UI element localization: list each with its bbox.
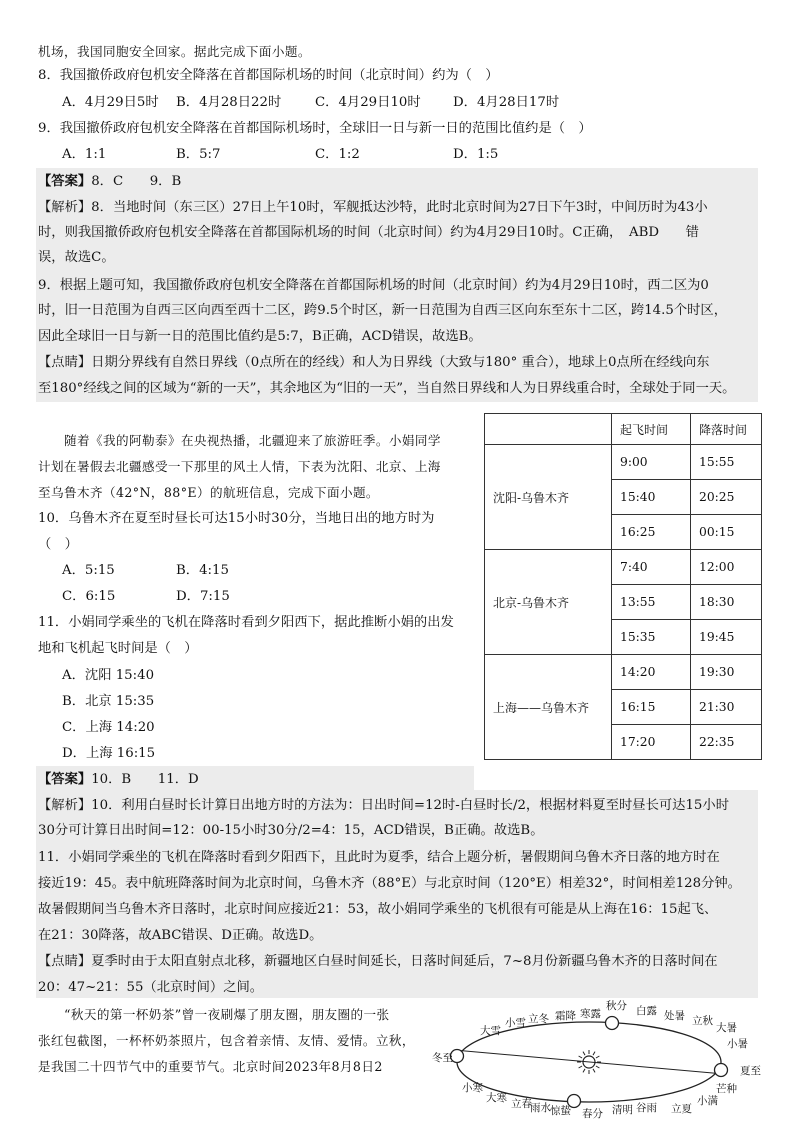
analysis-2-line: 【解析】10．利用白昼时长计算日出地方时的方法为：日出时间=12时-白昼时长/2，根据材料夏至时昼长可达15小时 <box>38 798 729 813</box>
q11-option-a[interactable]: A．沈阳 15:40 <box>62 668 155 683</box>
answer-label: 【答案】 <box>38 772 92 787</box>
table-header-row <box>485 414 762 445</box>
solar-term-label: 处暑 <box>664 1010 685 1022</box>
sun-ray <box>583 1069 585 1072</box>
solar-term-label: 清明 <box>612 1104 633 1116</box>
sun-ray <box>579 1066 582 1068</box>
depart-time: 15:40 <box>612 480 691 515</box>
depart-time: 9:00 <box>612 445 691 480</box>
solar-term-label: 小雪 <box>505 1017 526 1029</box>
table-header-cell <box>485 414 612 445</box>
solar-term-label: 立秋 <box>692 1015 713 1027</box>
solar-term-label: 雨水 <box>530 1102 551 1114</box>
q11-option-c[interactable]: C．上海 14:20 <box>62 720 155 735</box>
arrive-time: 12:00 <box>691 550 762 585</box>
earth-summer-solstice-icon <box>715 1064 728 1077</box>
solar-term-label: 立冬 <box>528 1013 549 1025</box>
q9-option-a[interactable]: A．1:1 <box>62 147 107 162</box>
material-3-line: 张红包截图，一杯杯奶茶照片，包含着亲情、友情、爱情。立秋， <box>38 1033 415 1048</box>
arrive-time: 00:15 <box>691 515 762 550</box>
q8-option-c[interactable]: C．4月29日10时 <box>315 95 421 110</box>
arrive-time: 22:35 <box>691 725 762 760</box>
q9-option-b[interactable]: B．5:7 <box>176 147 221 162</box>
sun-ray <box>596 1066 599 1068</box>
material-3-line: “秋天的第一杯奶茶”曾一夜刷爆了朋友圈，朋友圈的一张 <box>64 1007 390 1022</box>
analysis-1-line: 9．根据上题可知，我国撤侨政府包机安全降落在首都国际机场的时间（北京时间）约为4月29日10时，西二区为0 <box>38 278 709 293</box>
depart-time: 15:35 <box>612 620 691 655</box>
q10-option-c[interactable]: C．6:15 <box>62 589 116 604</box>
arrive-time: 18:30 <box>691 585 762 620</box>
table-row <box>485 655 762 690</box>
solar-terms-orbit-diagram <box>424 998 764 1120</box>
analysis-2-line: 11．小娟同学乘坐的飞机在降落时看到夕阳西下，且此时为夏季，结合上题分析，暑假期间乌鲁木齐日落的地方时在 <box>38 850 720 865</box>
sun-ray <box>593 1052 595 1055</box>
table-row <box>485 550 762 585</box>
q10-option-d[interactable]: D．7:15 <box>176 589 230 604</box>
route-name: 上海——乌鲁木齐 <box>485 655 612 760</box>
intro-tail: 机场，我国同胞安全回家。据此完成下面小题。 <box>38 44 311 59</box>
table-header-cell: 起飞时间 <box>612 414 691 445</box>
solar-term-label: 谷雨 <box>636 1102 657 1114</box>
analysis-2-line: 接近19：45。表中航班降落时间为北京时间，乌鲁木齐（88°E）与北京时间（120°E）相差32°，时间相差128分钟。 <box>38 876 741 891</box>
material-2-line: 至乌鲁木齐（42°N，88°E）的航班信息，完成下面小题。 <box>38 485 379 500</box>
solar-term-label: 寒露 <box>580 1008 601 1020</box>
solar-term-label: 大雪 <box>480 1025 501 1037</box>
solar-term-label: 立春 <box>511 1098 532 1110</box>
material-2-line: 随着《我的阿勒泰》在央视热播，北疆迎来了旅游旺季。小娟同学 <box>64 433 441 448</box>
route-name: 北京-乌鲁木齐 <box>485 550 612 655</box>
solar-term-label: 小寒 <box>462 1082 483 1094</box>
depart-time: 17:20 <box>612 725 691 760</box>
answer-text: 10．B 11．D <box>91 772 199 787</box>
sun-ray <box>583 1052 585 1055</box>
arrive-time: 15:55 <box>691 445 762 480</box>
analysis-1-line: 因此全球旧一日与新一日的范围比值约是5:7，B正确，ACD错误，故选B。 <box>38 329 482 344</box>
analysis-1-line: 时，旧一日范围为自西三区向西至西十二区，跨9.5个时区，新一日范围为自西三区向东至东十二区，跨14.5个时区， <box>38 303 728 318</box>
material-3-line: 是我国二十四节气中的重要节气。北京时间2023年8月8日2 <box>38 1059 383 1074</box>
earth-autumn-equinox-icon <box>606 1017 619 1030</box>
depart-time: 13:55 <box>612 585 691 620</box>
material-2-line: 计划在暑假去北疆感受一下那里的风土人情，下表为沈阳、北京、上海 <box>38 459 441 474</box>
q8-option-d[interactable]: D．4月28日17时 <box>453 95 560 110</box>
table-row <box>485 445 762 480</box>
arrive-time: 19:30 <box>691 655 762 690</box>
q10-option-a[interactable]: A．5:15 <box>62 563 115 578</box>
solar-term-label: 春分 <box>582 1108 603 1120</box>
q11-option-d[interactable]: D．上海 16:15 <box>62 746 156 761</box>
depart-time: 16:15 <box>612 690 691 725</box>
arrive-time: 21:30 <box>691 690 762 725</box>
q11-stem-cont: 地和飞机起飞时间是（ ） <box>38 641 198 656</box>
solar-term-label: 大寒 <box>486 1092 507 1104</box>
solar-term-label: 霜降 <box>555 1010 576 1022</box>
solar-term-label: 秋分 <box>606 1000 627 1012</box>
solar-term-label: 小满 <box>697 1095 718 1107</box>
sun-ray <box>596 1056 599 1058</box>
route-name: 沈阳-乌鲁木齐 <box>485 445 612 550</box>
solar-term-label: 惊蛰 <box>550 1105 571 1117</box>
solar-term-label: 冬至 <box>432 1052 453 1064</box>
q8-option-b[interactable]: B．4月28日22时 <box>176 95 282 110</box>
analysis-1-line: 【解析】8．当地时间（东三区）27日上午10时，军舰抵达沙特，此时北京时间为27日下午3时，中间历时为43小 <box>38 200 708 215</box>
answer-text: 8．C 9．B <box>91 174 182 189</box>
q9-option-d[interactable]: D．1:5 <box>453 147 499 162</box>
answer-1 <box>38 173 181 191</box>
solar-term-label: 小暑 <box>727 1038 748 1050</box>
q10-stem-cont: （ ） <box>38 537 78 552</box>
sun-ray <box>579 1056 582 1058</box>
q8-option-a[interactable]: A．4月29日5时 <box>62 95 159 110</box>
answer-label: 【答案】 <box>38 174 92 189</box>
q8-stem: 8．我国撤侨政府包机安全降落在首都国际机场的时间（北京时间）约为（ ） <box>38 68 499 83</box>
depart-time: 7:40 <box>612 550 691 585</box>
solar-term-label: 白露 <box>636 1005 657 1017</box>
arrive-time: 19:45 <box>691 620 762 655</box>
flight-table <box>484 413 762 760</box>
analysis-1-line: 误，故选C。 <box>38 250 115 265</box>
solar-term-label: 立夏 <box>671 1103 692 1115</box>
tip-2-line: 20：47~21：55（北京时间）之间。 <box>38 980 264 995</box>
solar-term-label: 芒种 <box>716 1083 737 1095</box>
q10-stem: 10．乌鲁木齐在夏至时昼长可达15小时30分，当地日出的地方时为 <box>38 511 435 526</box>
tip-1-line: 【点睛】日期分界线有自然日界线（0点所在的经线）和人为日界线（大致与180° 重合），地球上0点所在经线向东 <box>38 355 710 370</box>
table-header-cell: 降落时间 <box>691 414 762 445</box>
tip-2-line: 【点睛】夏季时由于太阳直射点北移，新疆地区白昼时间延长，日落时间延后，7~8月份新疆乌鲁木齐的日落时间在 <box>38 954 718 969</box>
answer-2 <box>38 771 199 789</box>
analysis-2-line: 在21：30降落，故ABC错误、D正确。故选D。 <box>38 928 323 943</box>
q11-option-b[interactable]: B．北京 15:35 <box>62 694 155 709</box>
q9-stem: 9．我国撤侨政府包机安全降落在首都国际机场时，全球旧一日与新一日的范围比值约是（ ） <box>38 121 592 136</box>
sun-ray <box>593 1069 595 1072</box>
q9-option-c[interactable]: C．1:2 <box>315 147 360 162</box>
analysis-1-line: 时，则我国撤侨政府包机安全降落在首都国际机场的时间（北京时间）约为4月29日10时。C正确， ABD 错 <box>38 225 699 240</box>
q11-stem: 11．小娟同学乘坐的飞机在降落时看到夕阳西下，据此推断小娟的出发 <box>38 615 454 630</box>
depart-time: 16:25 <box>612 515 691 550</box>
arrive-time: 20:25 <box>691 480 762 515</box>
solar-term-label: 大暑 <box>716 1022 737 1034</box>
analysis-2-line: 故暑假期间当乌鲁木齐日落时，北京时间应接近21：53，故小娟同学乘坐的飞机很有可能是从上海在16：15起飞、 <box>38 902 718 917</box>
solar-term-label: 夏至 <box>740 1065 761 1077</box>
tip-1-line: 至180°经线之间的区域为“新的一天”，其余地区为“旧的一天”，当自然日界线和人为日界线重合时，全球处于同一天。 <box>38 381 736 396</box>
q10-option-b[interactable]: B．4:15 <box>176 563 229 578</box>
analysis-2-line: 30分可计算日出时间=12：00-15小时30分/2=4：15，ACD错误，B正确。故选B。 <box>38 823 544 838</box>
depart-time: 14:20 <box>612 655 691 690</box>
